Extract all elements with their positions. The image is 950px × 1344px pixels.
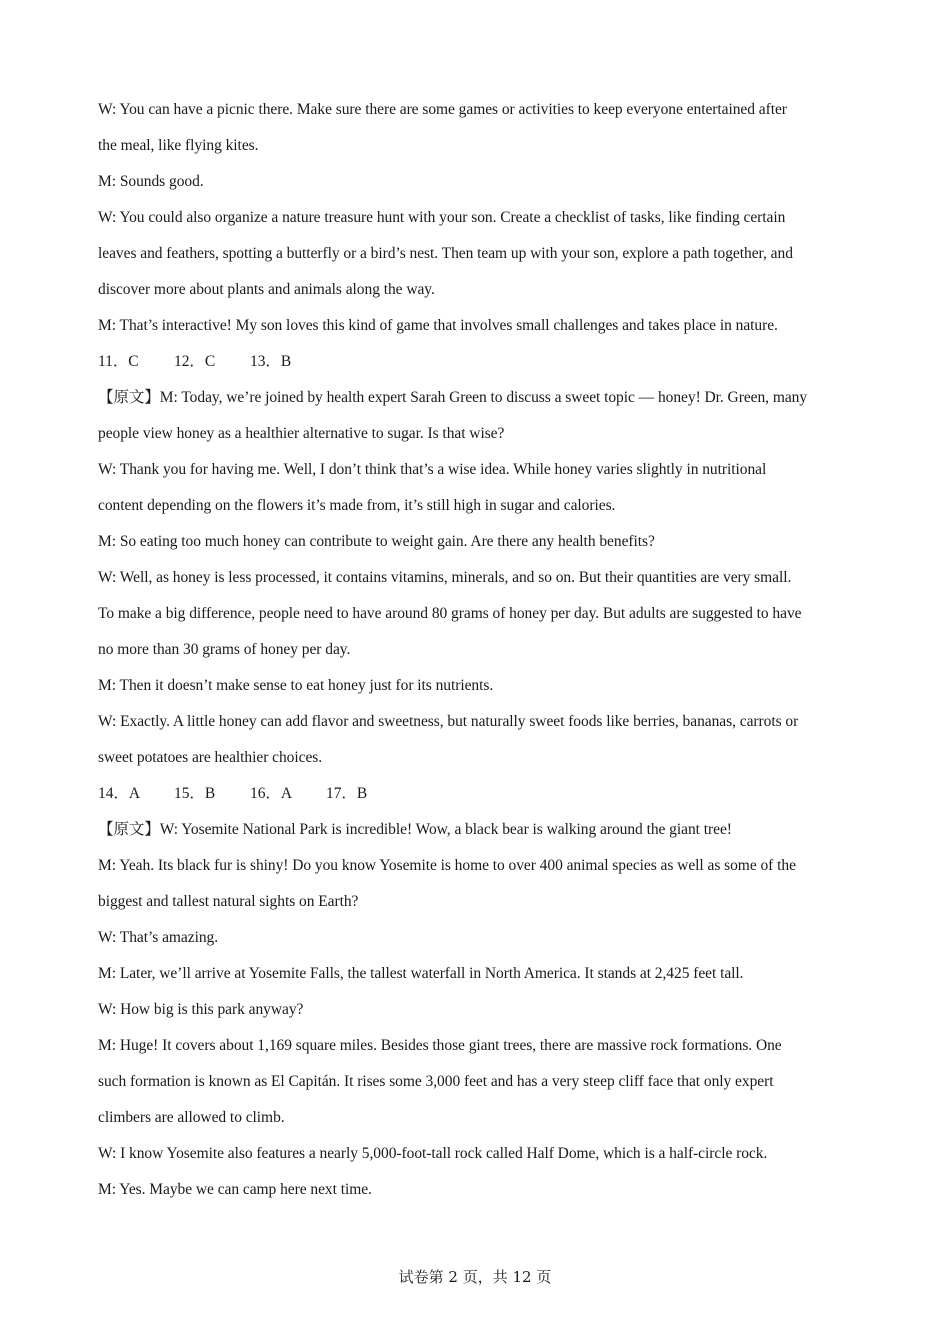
text-line: content depending on the flowers it’s made from, it’s still high in sugar and calories. (98, 497, 616, 514)
text-line: M: That’s interactive! My son loves this kind of game that involves small challenges and takes place in nature. (98, 317, 778, 334)
answer-item: 13．B (250, 353, 292, 370)
text-line: such formation is known as El Capitán. It rises some 3,000 feet and has a very steep cliff face that only expert (98, 1073, 774, 1090)
answer-item: 15．B (174, 785, 216, 802)
text-line: W: Exactly. A little honey can add flavor and sweetness, but naturally sweet foods like berries, bananas, carrots or (98, 713, 799, 730)
text-line: W: Thank you for having me. Well, I don’t think that’s a wise idea. While honey varies slightly in nutritional (98, 461, 767, 478)
answer-item: 12．C (174, 353, 216, 370)
page-footer: 试卷第 2 页，共 12 页 (398, 1268, 552, 1286)
text-line: W: You could also organize a nature treasure hunt with your son. Create a checklist of tasks, like finding certain (98, 209, 786, 226)
text-line: 【原文】M: Today, we’re joined by health expert Sarah Green to discuss a sweet topic — honey! Dr. Green, many (98, 389, 808, 406)
text-line: M: Yes. Maybe we can camp here next time. (98, 1181, 372, 1198)
text-line: W: That’s amazing. (98, 929, 219, 946)
text-line: M: Yeah. Its black fur is shiny! Do you know Yosemite is home to over 400 animal species as well as some of the (98, 857, 796, 874)
text-line: W: Well, as honey is less processed, it contains vitamins, minerals, and so on. But their quantities are very small. (98, 569, 792, 586)
document-body (98, 92, 858, 1208)
text-line: W: You can have a picnic there. Make sure there are some games or activities to keep everyone entertained after (98, 101, 787, 118)
text-line: climbers are allowed to climb. (98, 1109, 285, 1126)
text-line: M: Sounds good. (98, 173, 204, 190)
text-line: biggest and tallest natural sights on Earth? (98, 893, 359, 910)
answer-item: 16．A (250, 785, 292, 802)
text-line: W: I know Yosemite also features a nearly 5,000-foot-tall rock called Half Dome, which is a half-circle rock. (98, 1145, 768, 1162)
text-line: people view honey as a healthier alternative to sugar. Is that wise? (98, 425, 505, 442)
answer-key-row (98, 344, 858, 380)
text-line: M: Huge! It covers about 1,169 square miles. Besides those giant trees, there are massive rock formations. One (98, 1037, 782, 1054)
answer-item: 11．C (98, 353, 139, 370)
answer-item: 14．A (98, 785, 140, 802)
answer-item: 17．B (326, 785, 368, 802)
answer-key-row (98, 776, 858, 812)
text-line: 【原文】W: Yosemite National Park is incredible! Wow, a black bear is walking around the giant tree! (98, 821, 732, 838)
text-line: the meal, like flying kites. (98, 137, 259, 154)
text-line: no more than 30 grams of honey per day. (98, 641, 351, 658)
text-line: M: Later, we’ll arrive at Yosemite Falls, the tallest waterfall in North America. It stands at 2,425 feet tall. (98, 965, 744, 982)
text-line: leaves and feathers, spotting a butterfly or a bird’s nest. Then team up with your son, explore a path together, and (98, 245, 793, 262)
text-line: To make a big difference, people need to have around 80 grams of honey per day. But adults are suggested to have (98, 605, 802, 622)
text-line: sweet potatoes are healthier choices. (98, 749, 323, 766)
text-line: W: How big is this park anyway? (98, 1001, 304, 1018)
text-line: M: Then it doesn’t make sense to eat honey just for its nutrients. (98, 677, 494, 694)
text-line: discover more about plants and animals along the way. (98, 281, 435, 298)
text-line: M: So eating too much honey can contribute to weight gain. Are there any health benefits? (98, 533, 655, 550)
